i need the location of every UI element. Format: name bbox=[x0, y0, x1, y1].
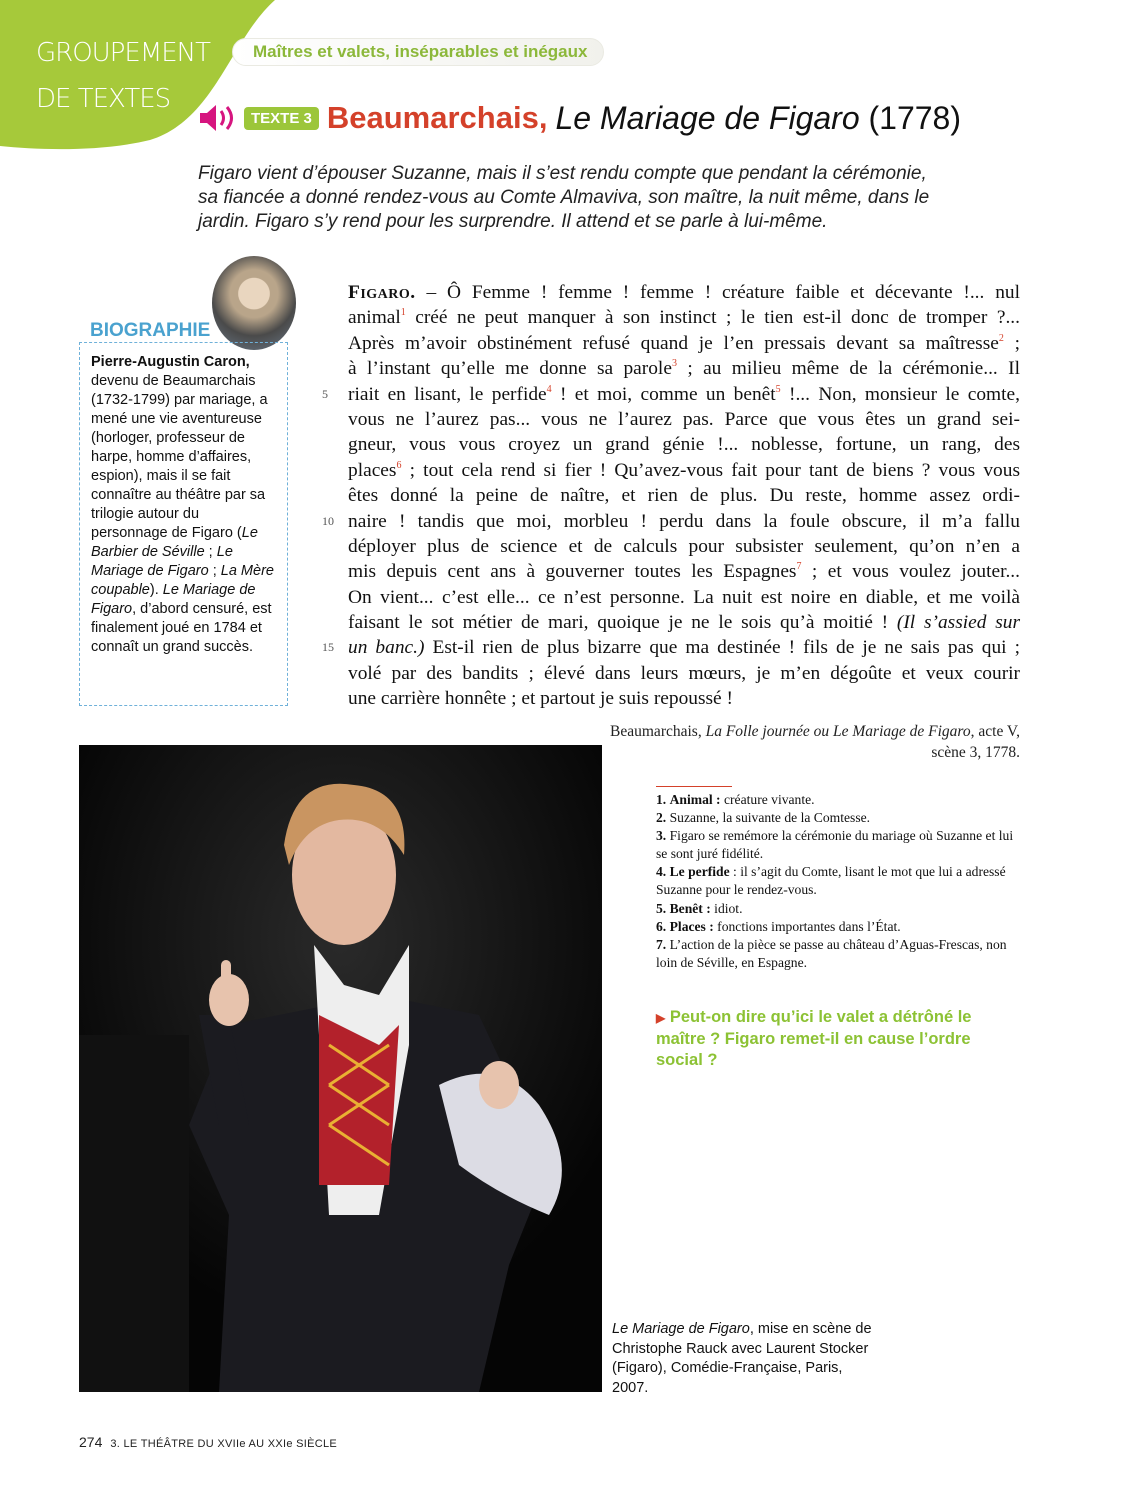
page-title bbox=[198, 96, 961, 140]
text-segment: vous ne l’aurez pas... vous ne l’aurez pas. Parce que vous êtes un grand sei- bbox=[348, 408, 1020, 430]
bio-work: Le Barbier de Séville bbox=[91, 525, 258, 560]
stage-photo bbox=[79, 745, 602, 1392]
footnote-ref[interactable]: 5 bbox=[775, 383, 781, 395]
text-line bbox=[348, 407, 1020, 432]
source-author: Beaumarchais, bbox=[610, 723, 706, 740]
text-segment: faisant le sot métier de mari, quoique je ne le sois qu’à moitié ! bbox=[348, 612, 897, 634]
bio-name: Pierre-Augustin Caron, bbox=[91, 354, 250, 370]
bio-sep: ; bbox=[208, 563, 221, 579]
speaker-name: Figaro. bbox=[348, 282, 416, 303]
footnote-ref[interactable]: 6 bbox=[396, 459, 402, 471]
page-number: 274 bbox=[79, 1434, 103, 1450]
text-line bbox=[348, 305, 1020, 330]
main-text bbox=[322, 280, 1021, 712]
title-year: (1778) bbox=[868, 99, 961, 136]
footnote-definition: Suzanne, la suivante de la Comtesse. bbox=[669, 810, 871, 826]
footnote-term: Places : bbox=[669, 918, 714, 934]
footnote-definition: Figaro se remémore la cérémonie du mariage où Suzanne et lui se sont juré fidélité. bbox=[656, 828, 1014, 862]
page-footer bbox=[79, 1434, 337, 1450]
triangle-bullet-icon: ▶ bbox=[656, 1011, 666, 1025]
text-line bbox=[348, 331, 1020, 356]
footnote bbox=[656, 900, 1016, 918]
footnote-number: 3. bbox=[656, 828, 667, 844]
section-label bbox=[36, 30, 221, 122]
text-segment: ! et moi, comme un benêt bbox=[551, 383, 776, 405]
text-segment: gneur, vous vous croyez un grand génie !... noblesse, fortune, un rang, des bbox=[348, 434, 1020, 456]
question bbox=[656, 1007, 1016, 1071]
footnote-ref[interactable]: 4 bbox=[546, 383, 552, 395]
text-line bbox=[348, 661, 1020, 686]
text-line bbox=[348, 458, 1020, 483]
text-line bbox=[348, 610, 1020, 635]
actor-figure bbox=[79, 745, 602, 1392]
footnote-term: Benêt : bbox=[669, 900, 711, 916]
footnote-definition: idiot. bbox=[710, 900, 743, 916]
footnote-definition: créature vivante. bbox=[720, 792, 815, 807]
text-segment: riait en lisant, le perfide bbox=[348, 383, 547, 405]
footnote-number: 5. bbox=[656, 900, 667, 916]
footnote-term: Animal : bbox=[669, 792, 721, 807]
text-segment: créé ne peut manquer à son instinct ; le tien est-il donc de tromper ?... bbox=[405, 307, 1020, 329]
text-segment: volé par des bandits ; élevé dans leurs mœurs, je m’en dégoûte et veux courir bbox=[348, 662, 1020, 684]
bio-work: Le Mariage de Figaro bbox=[91, 544, 233, 579]
footnote-definition: fonctions importantes dans l’État. bbox=[713, 918, 901, 934]
line-number: 10 bbox=[322, 513, 334, 528]
theme-text: Maîtres et valets, inséparables et inégaux bbox=[253, 42, 588, 61]
bio-sep: ). bbox=[149, 582, 163, 598]
text-line bbox=[322, 635, 1020, 660]
footnote-number: 6. bbox=[656, 918, 667, 934]
footnote-number: 4. bbox=[656, 864, 667, 880]
text-line bbox=[322, 382, 1020, 407]
text-segment: Après m’avoir obstinément refusé quand je l’en pressais devant sa maîtresse bbox=[348, 332, 999, 354]
theme-banner bbox=[232, 38, 604, 66]
text-segment: déployer plus de science et de calculs pour subsister seulement, qu’on n’en a bbox=[348, 535, 1020, 557]
footnote-ref[interactable]: 7 bbox=[796, 561, 802, 573]
biography-box bbox=[79, 342, 288, 706]
footnote-ref[interactable]: 2 bbox=[998, 332, 1004, 344]
footnote-definition: L’action de la pièce se passe au château d’Aguas-Frescas, non loin de Séville, en Espagne. bbox=[656, 936, 1007, 970]
text-line bbox=[348, 432, 1020, 457]
text-segment: (Il s’assied sur bbox=[896, 612, 1021, 634]
photo-caption bbox=[612, 1320, 872, 1398]
footnote-ref[interactable]: 3 bbox=[671, 358, 677, 370]
text-segment: !... Non, monsieur le comte, bbox=[780, 383, 1020, 405]
source-citation bbox=[600, 721, 1020, 763]
footnote bbox=[656, 827, 1016, 863]
footnote-number: 2. bbox=[656, 810, 667, 826]
title-author: Beaumarchais bbox=[326, 100, 539, 135]
text-line bbox=[348, 356, 1020, 381]
biography-heading: BIOGRAPHIE bbox=[90, 320, 211, 341]
section-label-line2: DE TEXTES bbox=[36, 84, 171, 114]
text-line bbox=[348, 686, 1020, 711]
text-segment: êtes donné la peine de naître, et rien de plus. Du reste, homme assez ordi- bbox=[348, 485, 1020, 507]
text-line bbox=[348, 280, 1020, 305]
footnote-definition: : il s’agit du Comte, lisant le mot que lui a adressé Suzanne pour le rendez-vous. bbox=[656, 864, 1006, 898]
section-label-line1: GROUPEMENT bbox=[36, 38, 211, 68]
bio-sep: ; bbox=[204, 544, 217, 560]
author-portrait bbox=[212, 256, 296, 350]
line-number: 15 bbox=[322, 640, 334, 655]
line-number: 5 bbox=[322, 386, 328, 401]
caption-text: , mise en scène de Christophe Rauck avec Laurent Stocker (Figaro), Comédie-Française, Paris, 2007. bbox=[612, 1321, 872, 1396]
text-line bbox=[348, 483, 1020, 508]
text-segment: ; et vous voulez jouter... bbox=[801, 561, 1021, 583]
text-segment: un banc.) bbox=[348, 637, 425, 659]
text-line bbox=[348, 585, 1020, 610]
bio-work: La Mère coupable bbox=[91, 563, 274, 598]
footnote-ref[interactable]: 1 bbox=[400, 307, 406, 319]
notes-divider bbox=[656, 786, 732, 787]
footnote bbox=[656, 918, 1016, 936]
text-line bbox=[348, 559, 1020, 584]
footnote-number: 1. bbox=[656, 792, 667, 807]
title-comma: , bbox=[538, 100, 548, 135]
text-segment: ; bbox=[1003, 332, 1020, 354]
text-segment: On vient... c’est elle... ce n’est personne. La nuit est noire en diable, et me voilà bbox=[348, 586, 1020, 608]
bio-text: devenu de Beaumarchais (1732-1799) par mariage, a mené une vie aventureuse (horloger, professeur de harpe, homme d’affaires, espion), mais il se fait connaître au théâtre par sa trilogie autour du personnage de Figaro ( bbox=[91, 373, 268, 541]
bio-work: Le Mariage de Figaro bbox=[91, 582, 256, 617]
text-segment: ; au milieu même de la cérémonie... Il bbox=[676, 358, 1020, 380]
text-badge: TEXTE 3 bbox=[244, 107, 319, 130]
footnote bbox=[656, 809, 1016, 827]
text-segment: à l’instant qu’elle me donne sa parole bbox=[348, 358, 672, 380]
title-work-name: Le Mariage de Figaro bbox=[555, 99, 860, 136]
text-line bbox=[348, 534, 1020, 559]
source-work: La Folle journée ou Le Mariage de Figaro bbox=[705, 723, 971, 740]
text-segment: mis depuis cent ans à gouverner toutes les Espagnes bbox=[348, 561, 797, 583]
bio-text: , d’abord censuré, est finalement joué en 1784 et connaît un grand succès. bbox=[91, 601, 272, 655]
text-segment: – Ô Femme ! femme ! femme ! créature faible et décevante !... nul bbox=[415, 282, 1020, 303]
footnote bbox=[656, 863, 1016, 899]
chapter-title: 3. LE THÉÂTRE DU XVIIe AU XXIe SIÈCLE bbox=[110, 1438, 338, 1450]
text-segment: une carrière honnête ; et partout je suis repoussé ! bbox=[348, 688, 733, 710]
audio-speaker-icon[interactable] bbox=[198, 103, 236, 133]
caption-work: Le Mariage de Figaro bbox=[612, 1321, 750, 1337]
source-rest: , acte V, scène 3, 1778. bbox=[931, 723, 1020, 761]
title-work bbox=[555, 100, 961, 137]
text-segment: animal bbox=[348, 307, 401, 329]
footnotes bbox=[656, 791, 1016, 972]
text-segment: Est-il rien de plus bizarre que ma destinée ! fils de je ne sais pas qui ; bbox=[424, 637, 1020, 659]
text-segment: places bbox=[348, 459, 397, 481]
footnote bbox=[656, 791, 1016, 809]
text-segment: ; tout cela rend si fier ! Qu’avez-vous fait pour tant de biens ? vous vous bbox=[401, 459, 1020, 481]
text-segment: naire ! tandis que moi, morbleu ! perdu dans la foule obscure, il m’a fallu bbox=[348, 510, 1020, 532]
question-text: Peut-on dire qu’ici le valet a détrôné le maître ? Figaro remet-il en cause l’ordre social ? bbox=[656, 1008, 972, 1069]
text-line bbox=[322, 509, 1020, 534]
footnote bbox=[656, 936, 1016, 972]
introduction: Figaro vient d’épouser Suzanne, mais il s’est rendu compte que pendant la cérémonie, sa fiancée a donné rendez-vous au Comte Almaviva, son maître, la nuit même, dans le jardin. Figaro s’y rend pour les surprendre. Il attend et se parle à lui-même. bbox=[198, 163, 930, 232]
footnote-number: 7. bbox=[656, 936, 667, 952]
footnote-term: Le perfide bbox=[669, 864, 730, 880]
